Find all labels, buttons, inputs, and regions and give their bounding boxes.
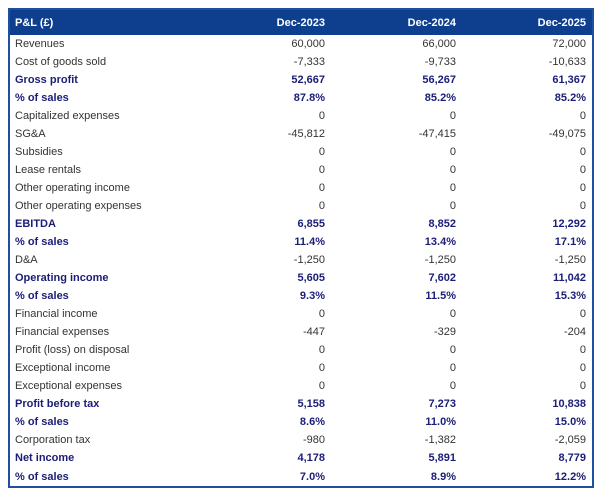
cell-value: 12,292 <box>552 218 586 231</box>
column-header-pnl: P&L (£) <box>9 9 200 35</box>
column-header-dec-2025: Dec-2025 <box>462 9 593 35</box>
cell-value: 52,667 <box>291 74 325 87</box>
cell-value: 0 <box>449 344 456 357</box>
column-header-dec-2023: Dec-2023 <box>200 9 331 35</box>
cell-value: -1,250 <box>554 254 586 267</box>
table-row <box>9 143 593 161</box>
cell-value: 5,158 <box>297 398 325 411</box>
table-row <box>9 413 593 431</box>
cell-value: 13.4% <box>424 236 456 249</box>
row-label: Corporation tax <box>15 434 91 447</box>
cell-value: -1,250 <box>293 254 325 267</box>
cell-value: 0 <box>449 146 456 159</box>
cell-value: 56,267 <box>422 74 456 87</box>
row-label: Lease rentals <box>15 164 82 177</box>
cell-value: 11.4% <box>294 236 325 249</box>
cell-value: -10,633 <box>548 56 586 69</box>
cell-value: 0 <box>449 182 456 195</box>
table-row <box>9 161 593 179</box>
cell-value: 0 <box>579 182 586 195</box>
cell-value: -47,415 <box>418 128 456 141</box>
cell-value: 15.0% <box>554 416 586 429</box>
cell-value: 7.0% <box>299 470 325 483</box>
cell-value: 8.6% <box>299 416 325 429</box>
row-label: Exceptional expenses <box>15 380 123 393</box>
cell-value: 0 <box>579 146 586 159</box>
row-label: Financial income <box>15 308 98 321</box>
cell-value: 66,000 <box>422 38 456 50</box>
cell-value: 0 <box>579 362 586 375</box>
table-row <box>9 215 593 233</box>
cell-value: 0 <box>318 380 325 393</box>
cell-value: 0 <box>449 164 456 177</box>
row-label: Other operating expenses <box>15 200 142 213</box>
table-body <box>9 35 593 487</box>
cell-value: 11,042 <box>552 272 586 285</box>
cell-value: 17.1% <box>554 236 586 249</box>
row-label: Net income <box>15 452 75 465</box>
cell-value: 0 <box>449 308 456 321</box>
cell-value: 7,602 <box>428 272 456 285</box>
table-row <box>9 431 593 449</box>
table-row <box>9 71 593 89</box>
cell-value: -447 <box>302 326 325 339</box>
table-row <box>9 395 593 413</box>
cell-value: 0 <box>318 146 325 159</box>
row-label: % of sales <box>15 290 69 303</box>
cell-value: 4,178 <box>297 452 325 465</box>
cell-value: 11.5% <box>425 290 456 303</box>
cell-value: 0 <box>318 308 325 321</box>
cell-value: 9.3% <box>299 290 325 303</box>
cell-value: 8,779 <box>558 452 586 465</box>
table-row <box>9 233 593 251</box>
table-row <box>9 377 593 395</box>
table-row <box>9 125 593 143</box>
table-row <box>9 287 593 305</box>
table-row <box>9 341 593 359</box>
cell-value: 0 <box>318 200 325 213</box>
cell-value: 0 <box>449 380 456 393</box>
row-label: % of sales <box>15 470 69 483</box>
row-label: Profit (loss) on disposal <box>15 344 130 357</box>
row-label: Subsidies <box>15 146 63 159</box>
cell-value: 0 <box>579 164 586 177</box>
cell-value: 11.0% <box>425 416 456 429</box>
table-row <box>9 107 593 125</box>
table-row <box>9 323 593 341</box>
cell-value: -2,059 <box>554 434 586 447</box>
table-row <box>9 251 593 269</box>
row-label: Other operating income <box>15 182 130 195</box>
table-row <box>9 179 593 197</box>
table-row <box>9 89 593 107</box>
cell-value: 7,273 <box>428 398 456 411</box>
cell-value: 61,367 <box>552 74 586 87</box>
cell-value: 0 <box>449 110 456 123</box>
cell-value: 0 <box>449 200 456 213</box>
cell-value: 87.8% <box>293 92 325 105</box>
cell-value: -329 <box>433 326 456 339</box>
cell-value: 0 <box>579 110 586 123</box>
table-row <box>9 197 593 215</box>
header-row <box>9 9 593 35</box>
cell-value: 8,852 <box>428 218 456 231</box>
cell-value: 12.2% <box>554 470 586 483</box>
cell-value: 0 <box>318 344 325 357</box>
cell-value: 85.2% <box>424 92 456 105</box>
cell-value: 5,891 <box>428 452 456 465</box>
cell-value: 5,605 <box>297 272 325 285</box>
cell-value: 0 <box>579 380 586 393</box>
table-row <box>9 359 593 377</box>
cell-value: 0 <box>579 308 586 321</box>
table-row <box>9 53 593 71</box>
pnl-projection-table <box>8 8 594 488</box>
cell-value: -9,733 <box>424 56 456 69</box>
cell-value: 8.9% <box>430 470 456 483</box>
row-label: % of sales <box>15 92 69 105</box>
table-row <box>9 269 593 287</box>
table-row <box>9 449 593 467</box>
cell-value: 0 <box>318 164 325 177</box>
cell-value: 0 <box>579 344 586 357</box>
cell-value: -45,812 <box>287 128 325 141</box>
table-row <box>9 467 593 487</box>
cell-value: 0 <box>318 182 325 195</box>
cell-value: 72,000 <box>552 38 586 50</box>
row-label: Profit before tax <box>15 398 100 411</box>
row-label: % of sales <box>15 416 69 429</box>
table-row <box>9 35 593 53</box>
cell-value: 10,838 <box>552 398 586 411</box>
row-label: EBITDA <box>15 218 56 231</box>
row-label: Cost of goods sold <box>15 56 107 69</box>
row-label: D&A <box>15 254 38 267</box>
cell-value: -1,382 <box>424 434 456 447</box>
cell-value: -7,333 <box>293 56 325 69</box>
row-label: % of sales <box>15 236 69 249</box>
row-label: Revenues <box>15 38 65 50</box>
row-label: Gross profit <box>15 74 78 87</box>
row-label: Exceptional income <box>15 362 111 375</box>
cell-value: 15.3% <box>554 290 586 303</box>
cell-value: 0 <box>318 362 325 375</box>
pnl-table <box>8 8 592 488</box>
cell-value: 0 <box>579 200 586 213</box>
cell-value: 0 <box>449 362 456 375</box>
cell-value: 0 <box>318 110 325 123</box>
cell-value: -980 <box>302 434 325 447</box>
row-label: Operating income <box>15 272 109 285</box>
cell-value: 6,855 <box>297 218 325 231</box>
cell-value: -1,250 <box>424 254 456 267</box>
row-label: Financial expenses <box>15 326 110 339</box>
cell-value: 60,000 <box>291 38 325 50</box>
cell-value: 85.2% <box>554 92 586 105</box>
cell-value: -204 <box>563 326 586 339</box>
row-label: Capitalized expenses <box>15 110 120 123</box>
cell-value: -49,075 <box>548 128 586 141</box>
column-header-dec-2024: Dec-2024 <box>331 9 462 35</box>
table-row <box>9 305 593 323</box>
row-label: SG&A <box>15 128 46 141</box>
